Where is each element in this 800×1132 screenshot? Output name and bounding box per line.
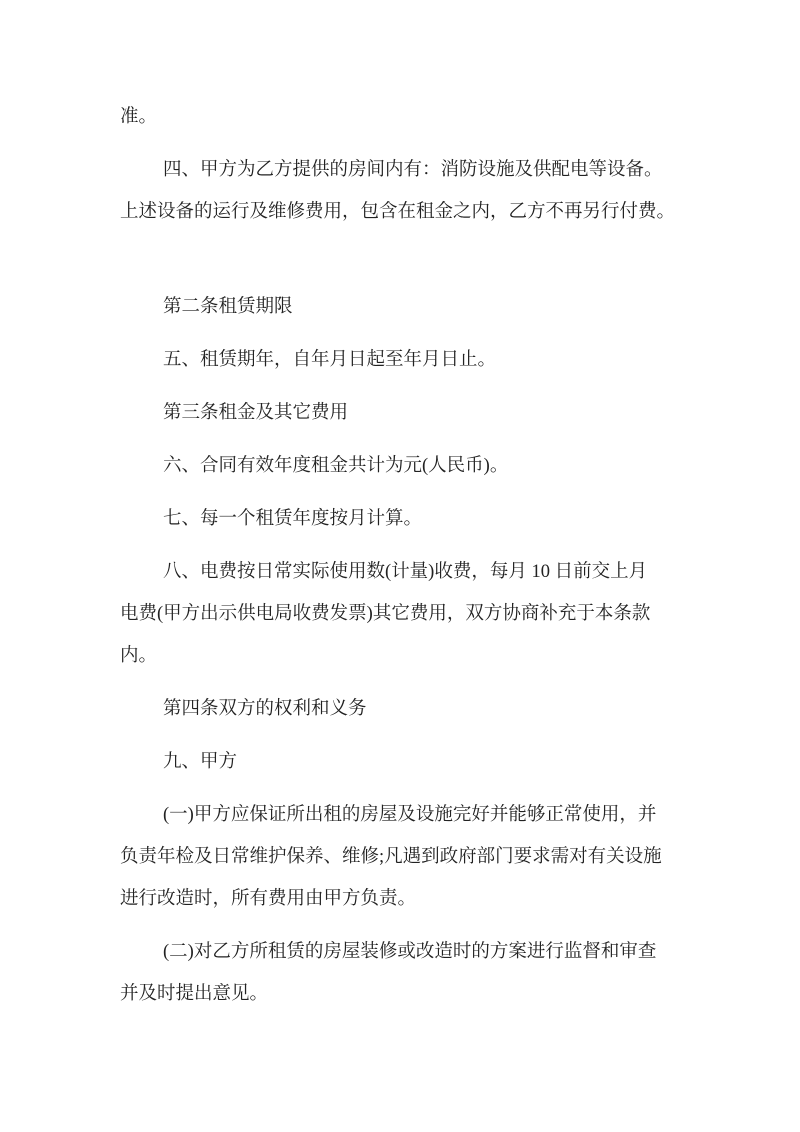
paragraph-clause-7 [120, 498, 682, 540]
paragraph-clause-5 [120, 339, 682, 381]
text-line: 上述设备的运行及维修费用，包含在租金之内，乙方不再另行付费。 [120, 202, 676, 222]
text-line: (二)对乙方所租赁的房屋装修或改造时的方案进行监督和审查 [163, 942, 657, 962]
paragraph-item-1 [120, 794, 682, 920]
empty-line [120, 244, 682, 286]
heading-article-3 [120, 392, 682, 434]
text-line: 准。 [120, 107, 158, 127]
paragraph-empty [120, 244, 682, 286]
paragraph-clause-6 [120, 445, 682, 487]
paragraph-clause-9 [120, 741, 682, 783]
paragraph-continuation [120, 96, 682, 138]
text-line: 第二条租赁期限 [163, 297, 293, 317]
text-line: 内。 [120, 646, 158, 666]
text-line: 并及时提出意见。 [120, 984, 269, 1004]
text-line: (一)甲方应保证所出租的房屋及设施完好并能够正常使用，并 [163, 805, 657, 825]
text-line: 四、甲方为乙方提供的房间内有：消防设施及供配电等设备。 [163, 160, 663, 180]
text-line: 进行改造时，所有费用由甲方负责。 [120, 889, 417, 909]
text-line: 负责年检及日常维护保养、维修;凡遇到政府部门要求需对有关设施 [120, 847, 662, 867]
text-line: 九、甲方 [163, 752, 238, 772]
paragraph-item-2 [120, 931, 682, 1015]
paragraph-clause-8 [120, 551, 682, 677]
text-line: 第三条租金及其它费用 [163, 403, 349, 423]
heading-article-4 [120, 688, 682, 730]
text-line: 第四条双方的权利和义务 [163, 699, 367, 719]
text-line: 八、电费按日常实际使用数(计量)收费，每月 10 日前交上月 [163, 562, 648, 582]
text-line: 电费(甲方出示供电局收费发票)其它费用，双方协商补充于本条款 [120, 604, 651, 624]
text-line: 七、每一个租赁年度按月计算。 [163, 509, 423, 529]
text-line: 五、租赁期年，自年月日起至年月日止。 [163, 350, 497, 370]
heading-article-2 [120, 286, 682, 328]
paragraph-clause-4 [120, 149, 682, 233]
text-line: 六、合同有效年度租金共计为元(人民币)。 [163, 456, 509, 476]
